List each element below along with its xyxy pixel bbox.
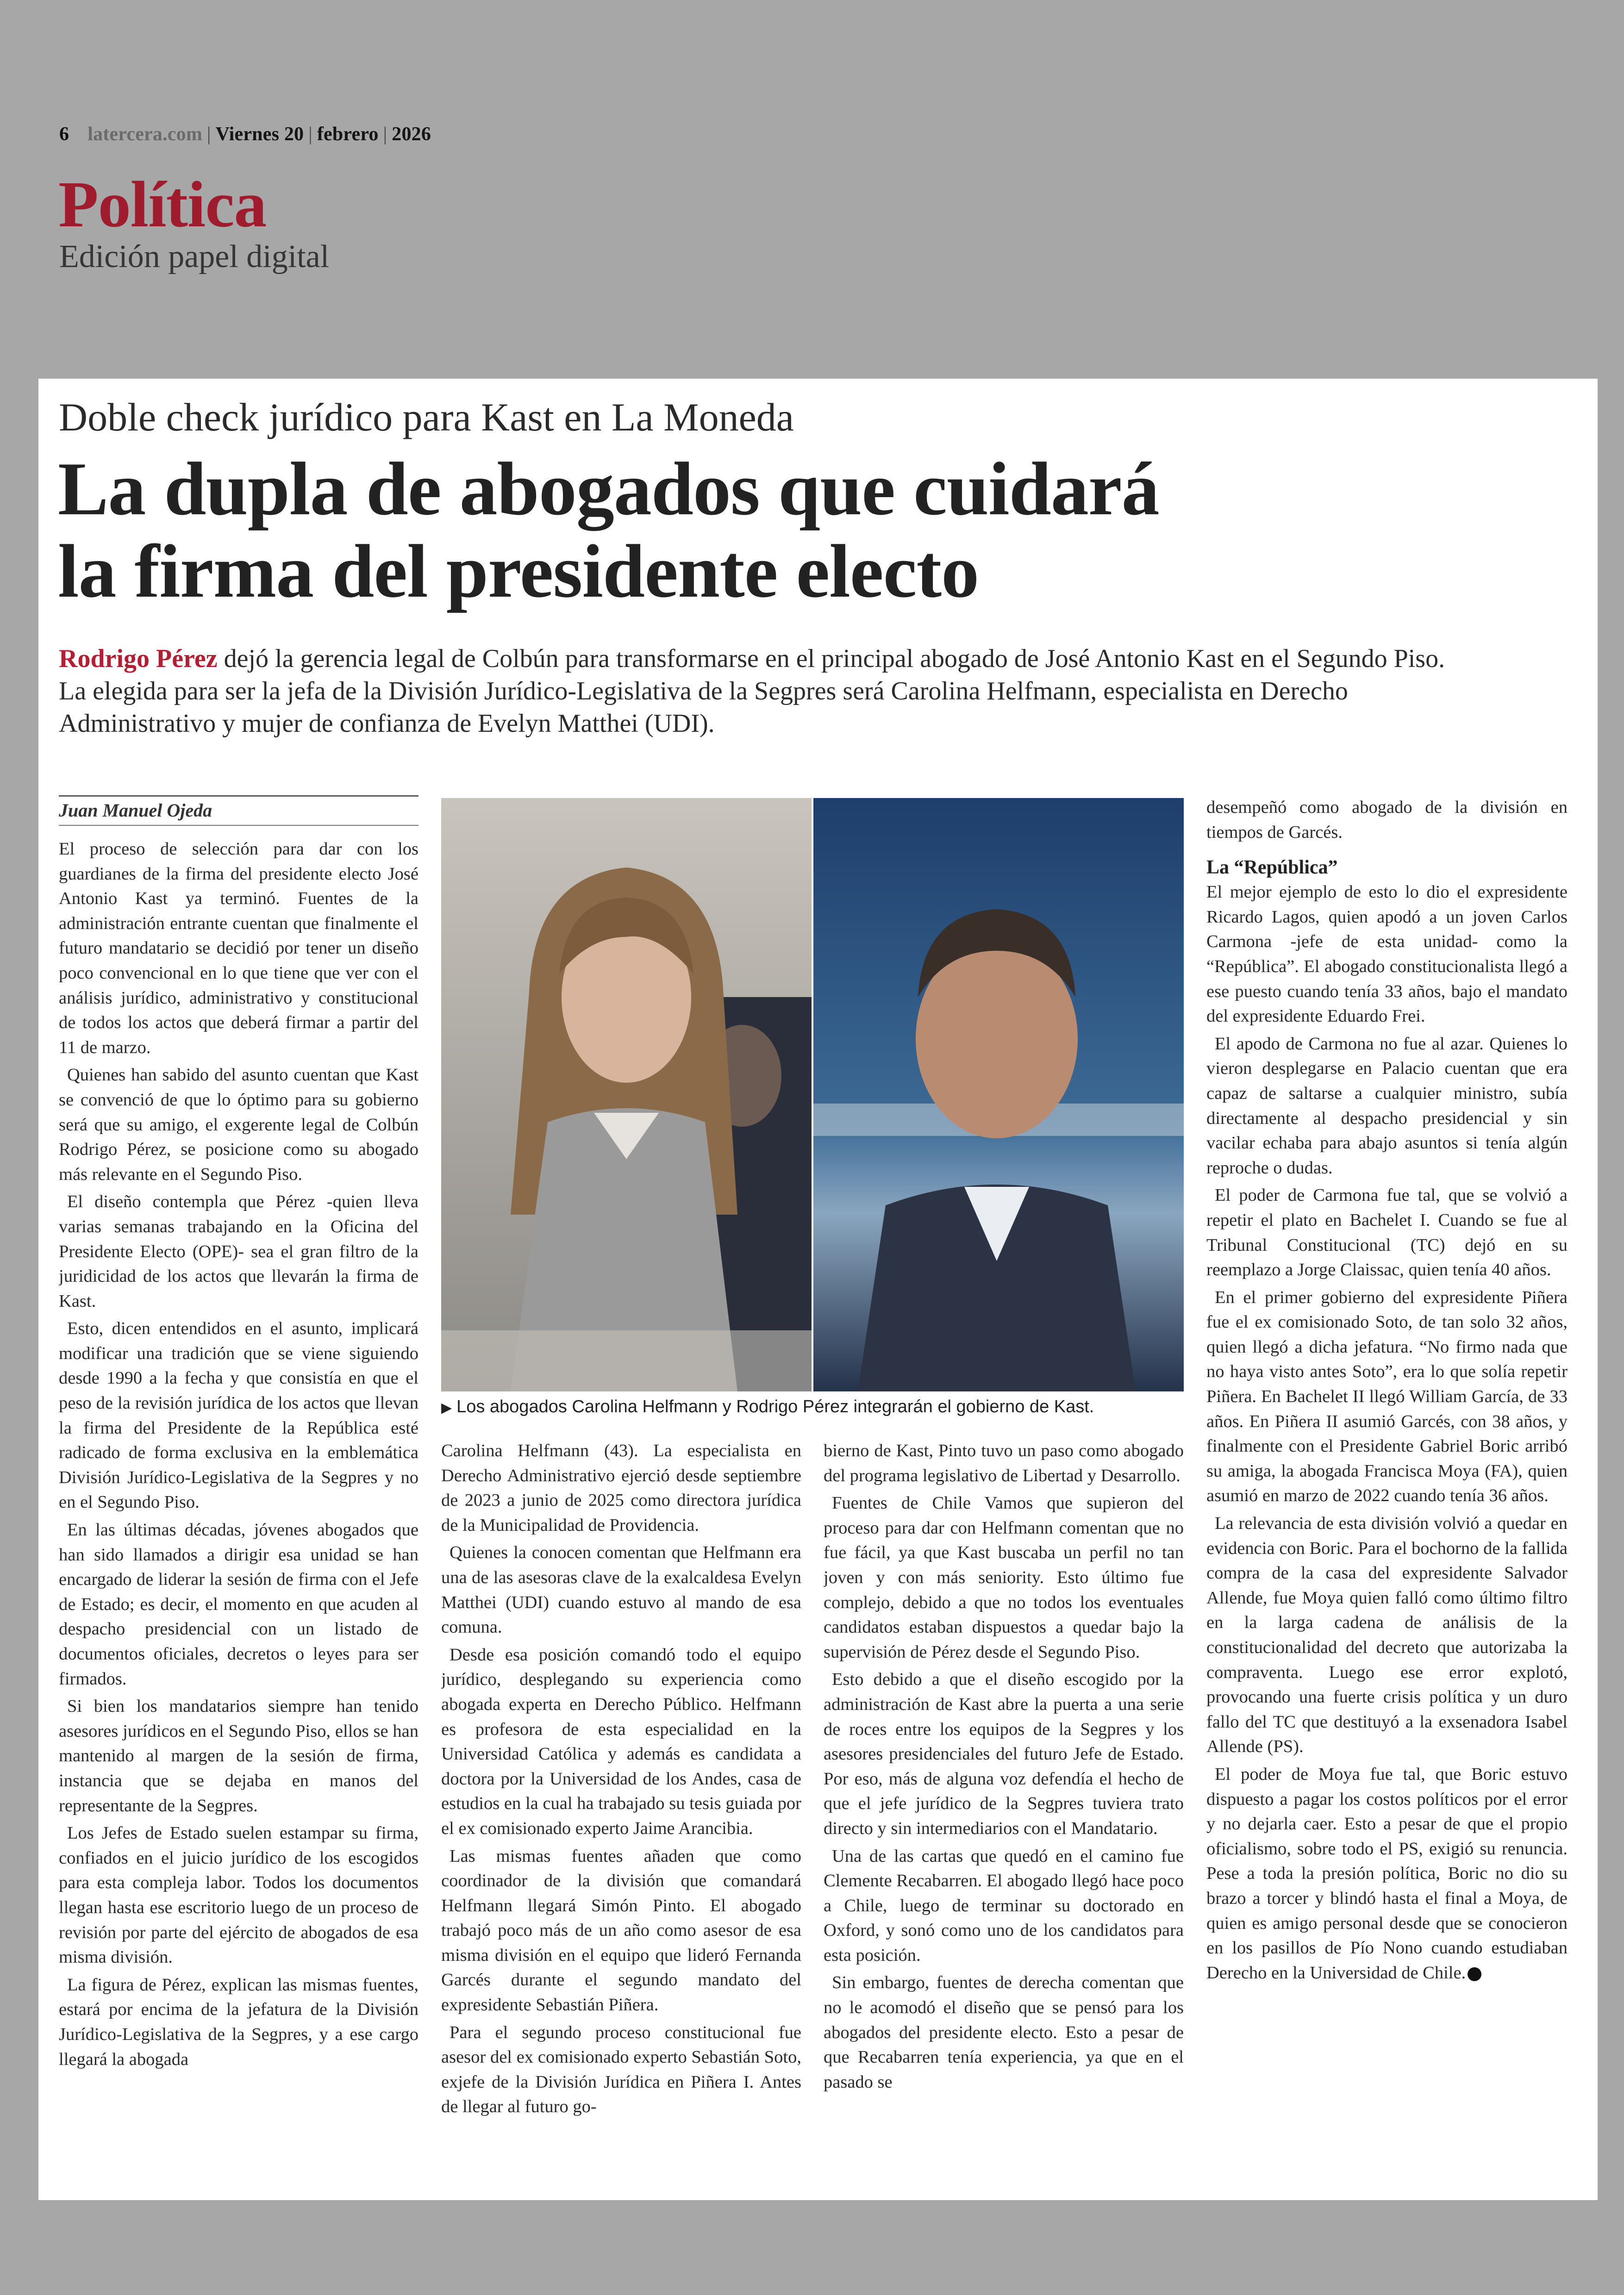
paragraph: Las mismas fuentes añaden que como coordinador de la división que comandará Helfmann llegará Simón Pinto. El abogado trabajó poco más de un año como asesor de esa misma división en el equipo que lideró Fernanda Garcés durante el segundo mandato del expresidente Sebastián Piñera. — [441, 1846, 801, 2015]
issue-month: febrero — [317, 124, 379, 145]
caption-marker-icon: ▶ — [441, 1400, 452, 1416]
divider: | — [308, 124, 312, 145]
lede-text: dejó la gerencia legal de Colbún para transformarse en el principal abogado de José Antonio Kast en el Segundo Piso. La elegida para ser la jefa de la División Jurídico-Legislativa de la Segpres será Carolina Helfmann, especialista en Derecho Administrativo y mujer de confianza de Evelyn Matthei (UDI). — [59, 644, 1445, 738]
paragraph: Carolina Helfmann (43). La especialista en Derecho Administrativo ejerció desde septiembre de 2023 a junio de 2025 como directora jurídica de la Municipalidad de Providencia. — [441, 1441, 801, 1535]
paragraph: Fuentes de Chile Vamos que supieron del proceso para dar con Helfmann comentan que no fue fácil, ya que Kast buscaba un perfil no tan joven y con más seniority. Esto último fue complejo, debido a que no todos los eventuales candidatos estaban dispuestos a quedar bajo la supervisión de Pérez desde el Segundo Piso. — [824, 1493, 1184, 1662]
paragraph: El diseño contempla que Pérez -quien lleva varias semanas trabajando en la Oficina del Presidente Electo (OPE)- sea el gran filtro de la juridicidad de los actos que llevarán la firma de Kast. — [59, 1192, 418, 1311]
lawyers-photo-illustration — [441, 798, 1184, 1391]
paragraph: bierno de Kast, Pinto tuvo un paso como abogado del programa legislativo de Libertad y Desarrollo. — [824, 1441, 1184, 1485]
article-page — [38, 379, 1598, 2200]
lede-highlight-name: Rodrigo Pérez — [59, 644, 218, 673]
paragraph: La relevancia de esta división volvió a quedar en evidencia con Boric. Para el bochorno de la fallida compra de la casa del expresidente Salvador Allende, fue Moya quien falló como último filtro en la larga cadena de análisis de la constitucionalidad del decreto que autorizaba la compraventa. Luego ese error explotó, provocando una fuerte crisis política y un duro fallo del TC que destituyó a la exsenadora Isabel Allende (PS). — [1206, 1514, 1568, 1757]
paragraph: En las últimas décadas, jóvenes abogados que han sido llamados a dirigir esa unidad se han encargado de liderar la sesión de firma con el Jefe de Estado; es decir, el momento en que acuden al despacho presidencial con un listado de documentos oficiales, decretos o leyes para ser firmados. — [59, 1520, 418, 1689]
byline: Juan Manuel Ojeda — [59, 795, 418, 826]
headline-line-2: la firma del presidente electo — [58, 530, 979, 613]
end-of-article-icon — [1468, 1967, 1481, 1981]
section-subtitle: Edición papel digital — [59, 239, 330, 274]
paragraph: El apodo de Carmona no fue al azar. Quienes lo vieron desplegarse en Palacio cuentan que era capaz de saltarse a cualquier ministro, subía directamente al despacho presidencial y sin vacilar echaba para abajo asuntos si tenía algún reproche o dudas. — [1206, 1034, 1568, 1178]
headline-line-1: La dupla de abogados que cuidará — [58, 447, 1159, 531]
paragraph: Los Jefes de Estado suelen estampar su firma, confiados en el juicio jurídico de los escogidos para esta compleja labor. Todos los documentos llegan hasta ese escritorio luego de un proceso de revisión por parte del ejército de abogados de esa misma división. — [59, 1823, 418, 1967]
paragraph: Quienes la conocen comentan que Helfmann era una de las asesoras clave de la exalcaldesa Evelyn Matthei (UDI) cuando estuvo al mando de esa comuna. — [441, 1543, 801, 1637]
paragraph: La figura de Pérez, explican las mismas fuentes, estará por encima de la jefatura de la División Jurídico-Legislativa de la Segpres, y a ese cargo llegará la abogada — [59, 1975, 418, 2069]
paragraph: Sin embargo, fuentes de derecha comentan que no le acomodó el diseño que se pensó para los abogados del presidente electo. Esto a pesar de que Recabarren tenía experiencia, ya que en el pasado se — [824, 1973, 1184, 2092]
body-column-1 — [59, 837, 418, 2179]
paragraph: Esto debido a que el diseño escogido por la administración de Kast abre la puerta a una serie de roces entre los equipos de la Segpres y los asesores presidenciales del futuro Jefe de Estado. Por eso, más de alguna voz defendía el hecho de que el jefe jurídico de la Segpres tuviera trato directo y sin intermediarios con el Mandatario. — [824, 1670, 1184, 1838]
paragraph: El mejor ejemplo de esto lo dio el expresidente Ricardo Lagos, quien apodó a un joven Carlos Carmona -jefe de esta unidad- como la “República”. El abogado constitucionalista llegó a ese puesto cuando tenía 33 años, bajo el mandato del expresidente Eduardo Frei. — [1206, 882, 1568, 1026]
paragraph-last — [1206, 1762, 1568, 1985]
paragraph-text: El poder de Moya fue tal, que Boric estuvo dispuesto a pagar los costos políticos por el error y no dejarla caer. Esto a pesar de que el propio oficialismo, sobre todo el PS, exigió su renuncia. Pese a toda la presión política, Boric no dio su brazo a torcer y blindó hasta el final a Moya, de quien es amigo personal desde que se conocieron en los pasillos de Pío Nono cuando estudiaban Derecho en la Universidad de Chile. — [1206, 1764, 1568, 1983]
paragraph: En el primer gobierno del expresidente Piñera fue el ex comisionado Soto, de tan solo 32 años, quien llegó a dicha jefatura. “No firmo nada que no haya visto antes Soto”, era lo que solía repetir Piñera. En Bachelet II llegó William García, de 33 años. En Piñera II asumió Garcés, con 38 años, y finalmente con el Presidente Gabriel Boric arribó su amiga, la abogada Francisca Moya (FA), quien asumió en marzo de 2022 cuando tenía 36 años. — [1206, 1287, 1568, 1506]
paragraph: Para el segundo proceso constitucional fue asesor del ex comisionado experto Sebastián Soto, exjefe de la División Jurídica en Piñera I. Antes de llegar al futuro go- — [441, 2022, 801, 2117]
section-title: Política — [58, 168, 267, 241]
page-header — [59, 123, 431, 145]
article-lede — [59, 642, 1471, 740]
article-headline — [58, 448, 1447, 613]
paragraph: El poder de Carmona fue tal, que se volvió a repetir el plato en Bachelet I. Cuando se fue al Tribunal Constitucional (TC) dejó en su reemplazo a Jorge Claissac, quien tenía 40 años. — [1206, 1185, 1568, 1280]
body-column-4 — [1206, 795, 1568, 2179]
subheading: La “República” — [1206, 857, 1338, 879]
divider: | — [383, 124, 387, 145]
divider: | — [207, 124, 211, 145]
caption-text: Los abogados Carolina Helfmann y Rodrigo Pérez integrarán el gobierno de Kast. — [456, 1397, 1094, 1416]
article-kicker: Doble check jurídico para Kast en La Moneda — [59, 395, 794, 439]
paragraph: Quienes han sabido del asunto cuentan que Kast se convenció de que lo óptimo para su gobierno será que su amigo, el exgerente legal de Colbún Rodrigo Pérez, se posicione como su abogado más relevante en el Segundo Piso. — [59, 1065, 418, 1184]
paragraph: Si bien los mandatarios siempre han tenido asesores jurídicos en el Segundo Piso, ellos se han mantenido al margen de la sesión de firma, instancia que se dejaba en manos del representante de la Segpres. — [59, 1696, 418, 1815]
issue-day: Viernes 20 — [215, 124, 304, 145]
photo-caption — [441, 1397, 1184, 1417]
body-column-3 — [824, 1439, 1184, 2179]
article-photo — [441, 798, 1184, 1391]
paragraph: desempeñó como abogado de la división en tiempos de Garcés. — [1206, 798, 1568, 842]
site-name[interactable]: latercera.com — [87, 124, 203, 145]
paragraph: Desde esa posición comandó todo el equipo jurídico, desplegando su experiencia como abogada experta en Derecho Público. Helfmann es profesora de esta especialidad en la Universidad Católica y además es candidata a doctora por la Universidad de los Andes, casa de estudios en la cual ha trabajado su tesis guiada por el ex comisionado experto Jaime Arancibia. — [441, 1645, 801, 1838]
page-number: 6 — [59, 124, 69, 145]
paragraph: Esto, dicen entendidos en el asunto, implicará modificar una tradición que se viene siguiendo desde 1990 a la fecha y que consistía en que el peso de la revisión jurídica de los actos que llevan la firma del Presidente de la República esté radicado de forma exclusiva en la emblemática División Jurídico-Legislativa de la Segpres y no en el Segundo Piso. — [59, 1319, 418, 1512]
paragraph: Una de las cartas que quedó en el camino fue Clemente Recabarren. El abogado llegó hace poco a Chile, luego de terminar su doctorado en Oxford, y sonó como uno de los candidatos para esta posición. — [824, 1846, 1184, 1965]
issue-year: 2026 — [392, 124, 431, 145]
paragraph: El proceso de selección para dar con los guardianes de la firma del presidente electo José Antonio Kast ya terminó. Fuentes de la administración entrante cuentan que finalmente el futuro mandatario se decidió por tener un diseño poco convencional en lo que tiene que ver con el análisis jurídico, administrativo y constitucional de todos los actos que deberá firmar a partir del 11 de marzo. — [59, 839, 418, 1057]
body-column-2 — [441, 1439, 801, 2179]
